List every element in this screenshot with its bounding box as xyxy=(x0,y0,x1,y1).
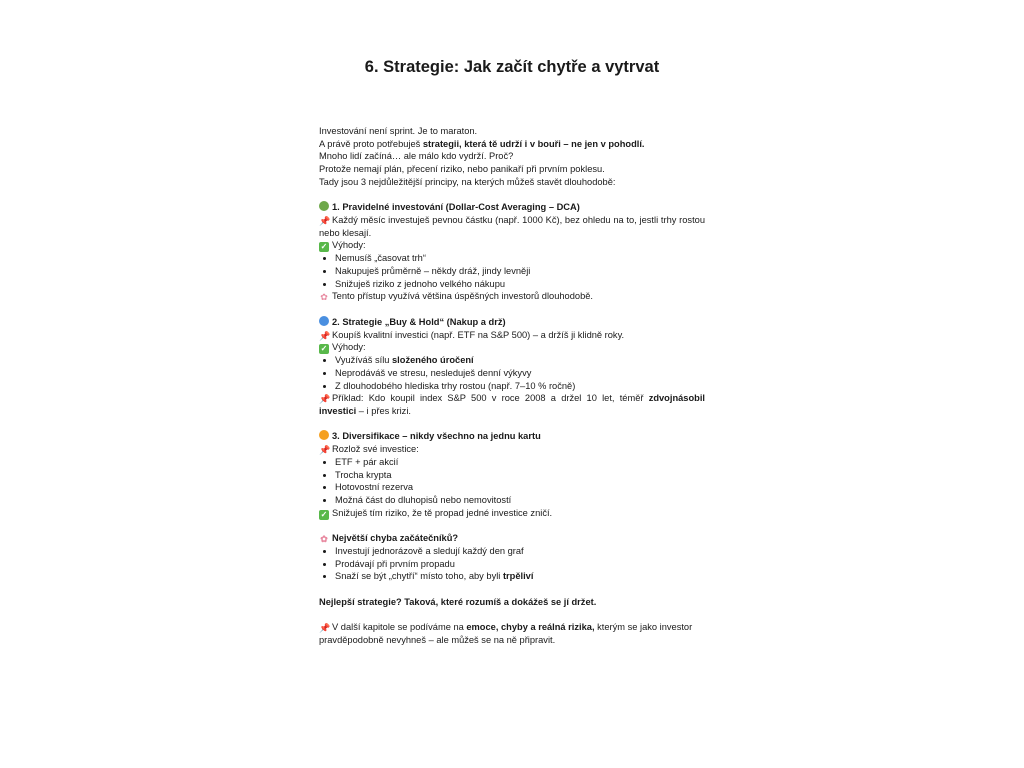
list-item: • Nemusíš „časovat trh“ xyxy=(335,252,705,265)
check-mark-icon: ✓ xyxy=(320,344,328,354)
example-text: Příklad: Kdo koupil index S&P 500 v roce 2008 a držel 10 let, téměř xyxy=(332,393,649,404)
section-1-note-text: Tento přístup využívá většina úspěšných investorů dlouhodobě. xyxy=(332,291,593,302)
list-item: • Neprodáváš ve stresu, nesleduješ denní výkyvy xyxy=(335,367,705,380)
section-3-note-text: Snižuješ tím riziko, že tě propad jedné investice zničí. xyxy=(332,507,553,518)
next-text: V další kapitole se podíváme na xyxy=(332,622,467,633)
blue-circle-icon xyxy=(319,316,329,326)
list-item-emphasis: trpěliví xyxy=(502,571,534,582)
list-item: • Investují jednorázově a sledují každý den graf xyxy=(335,545,705,558)
green-circle-icon xyxy=(319,201,329,211)
list-item-emphasis: složeného úročení xyxy=(392,355,474,366)
section-3-list xyxy=(319,456,705,507)
pushpin-icon: 📌 xyxy=(319,623,331,634)
best-strategy: Nejlepší strategie? Taková, které rozumíš a dokážeš se jí držet. xyxy=(319,596,597,607)
list-item-text: Snaží se být „chytří“ místo toho, aby byli xyxy=(335,571,503,582)
section-2-title: 2. Strategie „Buy & Hold“ (Nakup a drž) xyxy=(332,316,506,327)
list-item xyxy=(335,570,705,583)
next-emphasis: emoce, chyby a reálná rizika, xyxy=(466,622,595,633)
example-emphasis: zdvojnásobil investici xyxy=(319,393,705,417)
section-1-benefits xyxy=(319,239,705,252)
pushpin-icon: 📌 xyxy=(319,330,331,341)
intro-line-2 xyxy=(319,138,705,151)
section-2-list xyxy=(319,354,705,392)
section-3-title: 3. Diversifikace – nikdy všechno na jednu kartu xyxy=(332,431,541,442)
check-mark-icon: ✓ xyxy=(320,242,328,252)
benefits-label: Výhody: xyxy=(332,240,366,251)
orange-circle-icon xyxy=(319,430,329,440)
section-2-heading xyxy=(319,316,705,329)
section-2-example xyxy=(319,392,705,417)
document-body xyxy=(319,125,705,647)
intro-line-4: Protože nemají plán, přecení riziko, nebo panikaří při prvním poklesu. xyxy=(319,164,605,175)
next-chapter xyxy=(319,621,705,646)
mistakes-title: Největší chyba začátečníků? xyxy=(332,533,459,544)
list-item: • Snižuješ riziko z jednoho velkého nákupu xyxy=(335,278,705,291)
list-item xyxy=(335,354,705,367)
section-1-heading xyxy=(319,201,705,214)
section-2-benefits xyxy=(319,341,705,354)
intro-line-3: Mnoho lidí začíná… ale málo kdo vydrží. Proč? xyxy=(319,151,514,162)
section-1-desc xyxy=(319,214,705,239)
list-item-text: Využíváš sílu xyxy=(335,355,393,366)
section-1-note xyxy=(319,290,705,303)
section-2-desc-text: Koupíš kvalitní investici (např. ETF na S&P 500) – a držíš ji klidně roky. xyxy=(332,329,625,340)
intro-text: A právě proto potřebuješ xyxy=(319,138,423,149)
section-3-desc-text: Rozlož své investice: xyxy=(332,444,419,455)
section-1-title: 1. Pravidelné investování (Dollar-Cost Averaging – DCA) xyxy=(332,202,580,213)
benefits-label: Výhody: xyxy=(332,342,366,353)
section-1-list xyxy=(319,252,705,290)
pushpin-icon: 📌 xyxy=(319,215,331,226)
section-3-note xyxy=(319,507,705,520)
list-item: • Možná část do dluhopisů nebo nemovitostí xyxy=(335,494,705,507)
brain-icon: ✿ xyxy=(320,534,328,545)
section-3-desc xyxy=(319,443,705,456)
intro-emphasis: strategii, která tě udrží i v bouři – ne jen v pohodlí. xyxy=(422,138,645,149)
mistakes-list xyxy=(319,545,705,583)
next-text-end: kterým se jako investor pravděpodobně nevyhneš – ale můžeš se na ně připravit. xyxy=(319,622,693,645)
brain-icon: ✿ xyxy=(320,292,328,303)
check-mark-icon: ✓ xyxy=(320,509,328,519)
intro-line-1: Investování není sprint. Je to maraton. xyxy=(319,126,478,136)
list-item: • Hotovostní rezerva xyxy=(335,481,705,494)
intro-line-5: Tady jsou 3 nejdůležitější principy, na kterých můžeš stavět dlouhodobě: xyxy=(319,176,616,187)
pushpin-icon: 📌 xyxy=(319,445,331,456)
section-3-heading xyxy=(319,430,705,443)
example-text-end: – i přes krizi. xyxy=(356,406,411,417)
list-item: • Nakupuješ průměrně – někdy dráž, jindy levněji xyxy=(335,265,705,278)
section-2-desc xyxy=(319,329,705,342)
section-1-desc-text: Každý měsíc investuješ pevnou částku (např. 1000 Kč), bez ohledu na to, jestli trhy rostou nebo klesají. xyxy=(319,214,705,238)
list-item: • Prodávají při prvním propadu xyxy=(335,558,705,571)
mistakes-heading xyxy=(319,532,705,545)
list-item: • ETF + pár akcií xyxy=(335,456,705,469)
page-title: 6. Strategie: Jak začít chytře a vytrvat xyxy=(364,58,660,76)
list-item: • Trocha krypta xyxy=(335,469,705,482)
list-item: • Z dlouhodobého hlediska trhy rostou (např. 7–10 % ročně) xyxy=(335,380,705,393)
pushpin-icon: 📌 xyxy=(319,394,331,405)
